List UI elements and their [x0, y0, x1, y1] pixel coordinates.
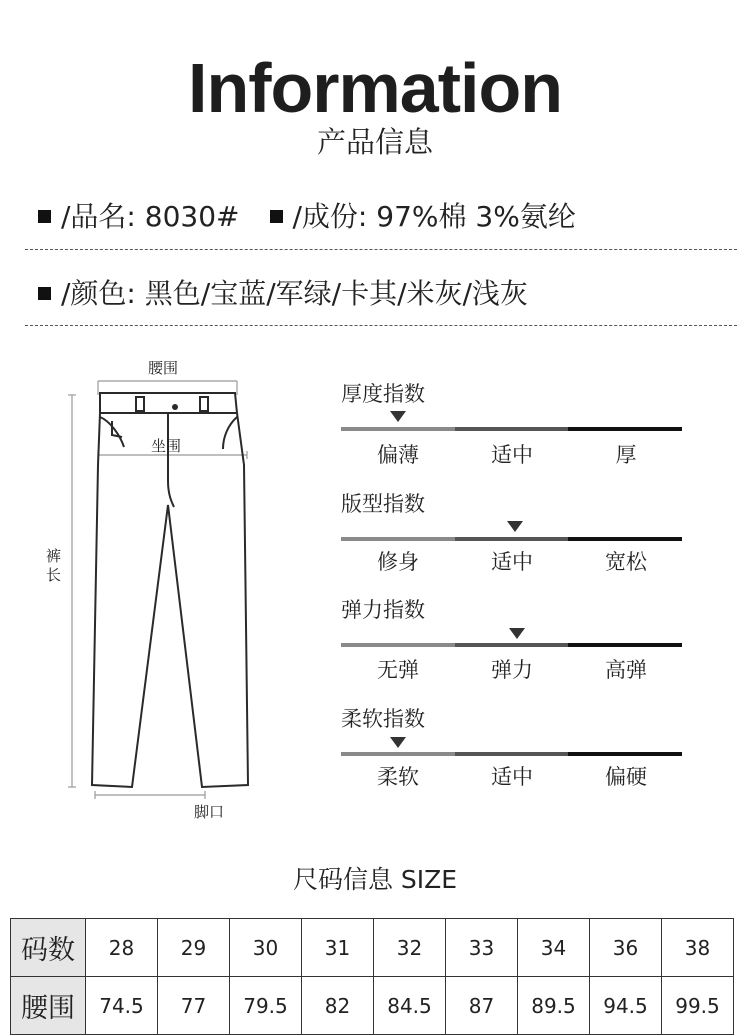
index-bar [341, 643, 682, 647]
table-cell: 84.5 [374, 977, 446, 1035]
table-cell: 32 [374, 919, 446, 977]
index-title: 柔软指数 [341, 707, 425, 731]
pants-diagram [40, 355, 290, 825]
table-cell: 36 [590, 919, 662, 977]
index-title: 弹力指数 [341, 598, 425, 622]
size-table [10, 918, 734, 1035]
product-colors: /颜色: 黑色/宝蓝/军绿/卡其/米灰/浅灰 [61, 277, 528, 310]
page-subtitle: 产品信息 [316, 125, 433, 159]
index-option: 修身 [377, 550, 419, 574]
index-option: 柔软 [377, 765, 419, 789]
index-marker-icon [390, 411, 406, 422]
bullet-square-icon [38, 287, 51, 300]
bullet-square-icon [38, 210, 51, 223]
index-marker-icon [390, 737, 406, 748]
table-cell: 77 [158, 977, 230, 1035]
label-waist: 腰围 [148, 359, 179, 377]
table-cell: 87 [446, 977, 518, 1035]
label-hip: 坐围 [151, 437, 182, 455]
index-title: 版型指数 [341, 492, 425, 516]
index-option: 偏薄 [377, 443, 419, 467]
index-option: 适中 [491, 443, 533, 467]
table-cell: 79.5 [230, 977, 302, 1035]
row-header: 码数 [11, 919, 86, 977]
index-option: 适中 [491, 550, 533, 574]
table-cell: 31 [302, 919, 374, 977]
index-option: 高弹 [605, 658, 647, 682]
table-cell: 99.5 [662, 977, 734, 1035]
table-cell: 94.5 [590, 977, 662, 1035]
divider [25, 249, 737, 250]
index-title: 厚度指数 [341, 382, 425, 406]
table-cell: 74.5 [86, 977, 158, 1035]
product-name: /品名: 8030# [61, 200, 240, 233]
table-cell: 82 [302, 977, 374, 1035]
index-option: 厚 [615, 443, 637, 467]
index-bar [341, 752, 682, 756]
bullet-square-icon [270, 210, 283, 223]
info-row-1 [38, 197, 576, 237]
table-row [11, 977, 734, 1035]
label-hem: 脚口 [194, 803, 225, 821]
index-option: 偏硬 [605, 765, 647, 789]
index-option: 无弹 [377, 658, 419, 682]
index-option: 宽松 [605, 550, 647, 574]
table-cell: 33 [446, 919, 518, 977]
index-bar [341, 537, 682, 541]
product-composition: /成份: 97%棉 3%氨纶 [292, 200, 576, 233]
index-option: 适中 [491, 765, 533, 789]
info-row-2 [38, 274, 528, 314]
index-bar [341, 427, 682, 431]
table-cell: 28 [86, 919, 158, 977]
table-row [11, 919, 734, 977]
row-header: 腰围 [11, 977, 86, 1035]
table-cell: 30 [230, 919, 302, 977]
table-cell: 34 [518, 919, 590, 977]
page-title: Information [188, 49, 562, 127]
table-cell: 89.5 [518, 977, 590, 1035]
divider [25, 325, 737, 326]
index-option: 弹力 [491, 658, 533, 682]
table-cell: 38 [662, 919, 734, 977]
size-section-title: 尺码信息 SIZE [292, 865, 458, 894]
pants-outline-icon [40, 355, 290, 825]
table-cell: 29 [158, 919, 230, 977]
index-marker-icon [509, 628, 525, 639]
label-length: 裤长 [46, 547, 62, 584]
index-marker-icon [507, 521, 523, 532]
